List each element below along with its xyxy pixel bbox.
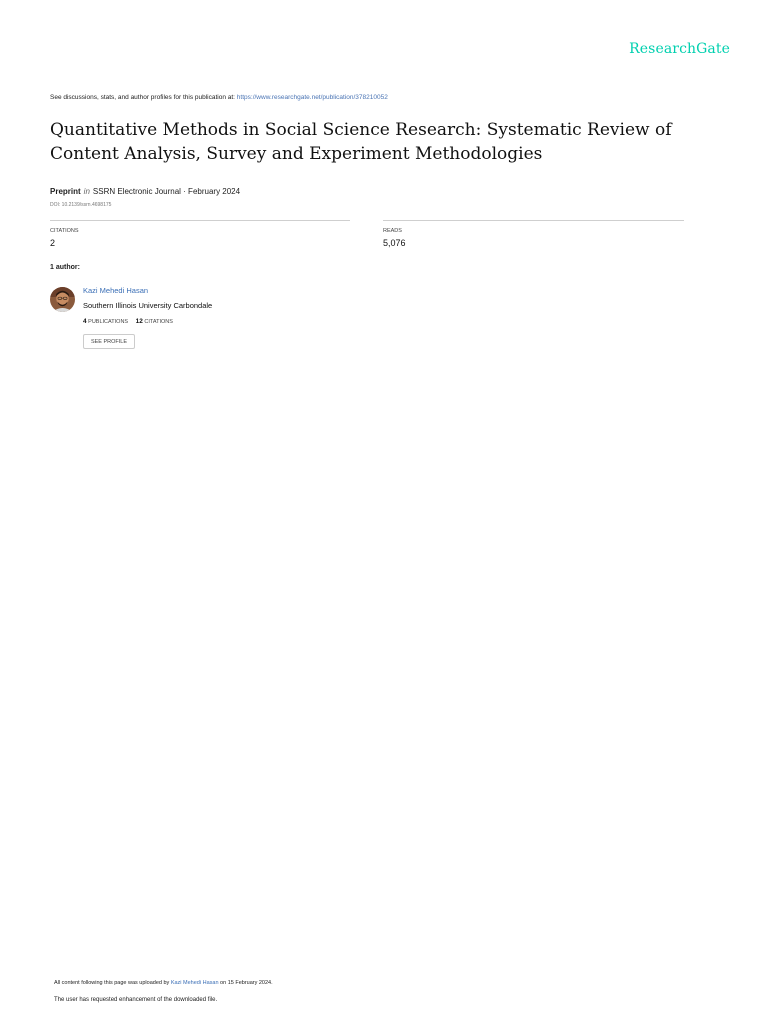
upload-suffix: on 15 February 2024. xyxy=(218,980,273,986)
uploader-link[interactable]: Kazi Mehedi Hasan xyxy=(170,980,219,986)
author-avatar[interactable] xyxy=(50,287,75,312)
publication-link[interactable]: https://www.researchgate.net/publication/378210052 xyxy=(236,94,388,101)
citations-label: CITATIONS xyxy=(50,228,79,234)
doi: DOI: 10.2139/ssrn.4698175 xyxy=(50,202,112,208)
in-word: in xyxy=(83,187,90,196)
reads-label: READS xyxy=(383,228,402,234)
researchgate-logo[interactable]: ResearchGate xyxy=(629,41,730,57)
citations-divider xyxy=(50,220,350,221)
see-profile-button[interactable]: SEE PROFILE xyxy=(83,334,135,349)
author-name-link[interactable]: Kazi Mehedi Hasan xyxy=(83,286,149,295)
enhancement-note: The user has requested enhancement of the downloaded file. xyxy=(54,997,218,1003)
author-citations-count: 12 xyxy=(135,318,143,325)
reads-divider xyxy=(383,220,684,221)
publication-info xyxy=(50,187,240,196)
author-institution: Southern Illinois University Carbondale xyxy=(83,301,213,310)
author-citations-label: CITATIONS xyxy=(144,319,173,325)
upload-prefix: All content following this page was uploaded by xyxy=(54,980,171,986)
publication-type: Preprint xyxy=(50,187,81,196)
discussion-notice xyxy=(50,94,388,101)
author-stats xyxy=(83,318,173,325)
author-publications-count: 4 xyxy=(83,318,87,325)
author-publications-label: PUBLICATIONS xyxy=(88,319,129,325)
publication-title: Quantitative Methods in Social Science Research: Systematic Review of Content Analysis, Survey and Experiment Methodologies xyxy=(50,120,672,164)
citations-value: 2 xyxy=(50,238,56,248)
reads-value: 5,076 xyxy=(383,238,406,248)
authors-label: 1 author: xyxy=(50,264,80,271)
discussion-text: See discussions, stats, and author profiles for this publication at: xyxy=(50,94,237,101)
venue-date: SSRN Electronic Journal · February 2024 xyxy=(92,187,241,196)
upload-notice xyxy=(54,980,273,986)
